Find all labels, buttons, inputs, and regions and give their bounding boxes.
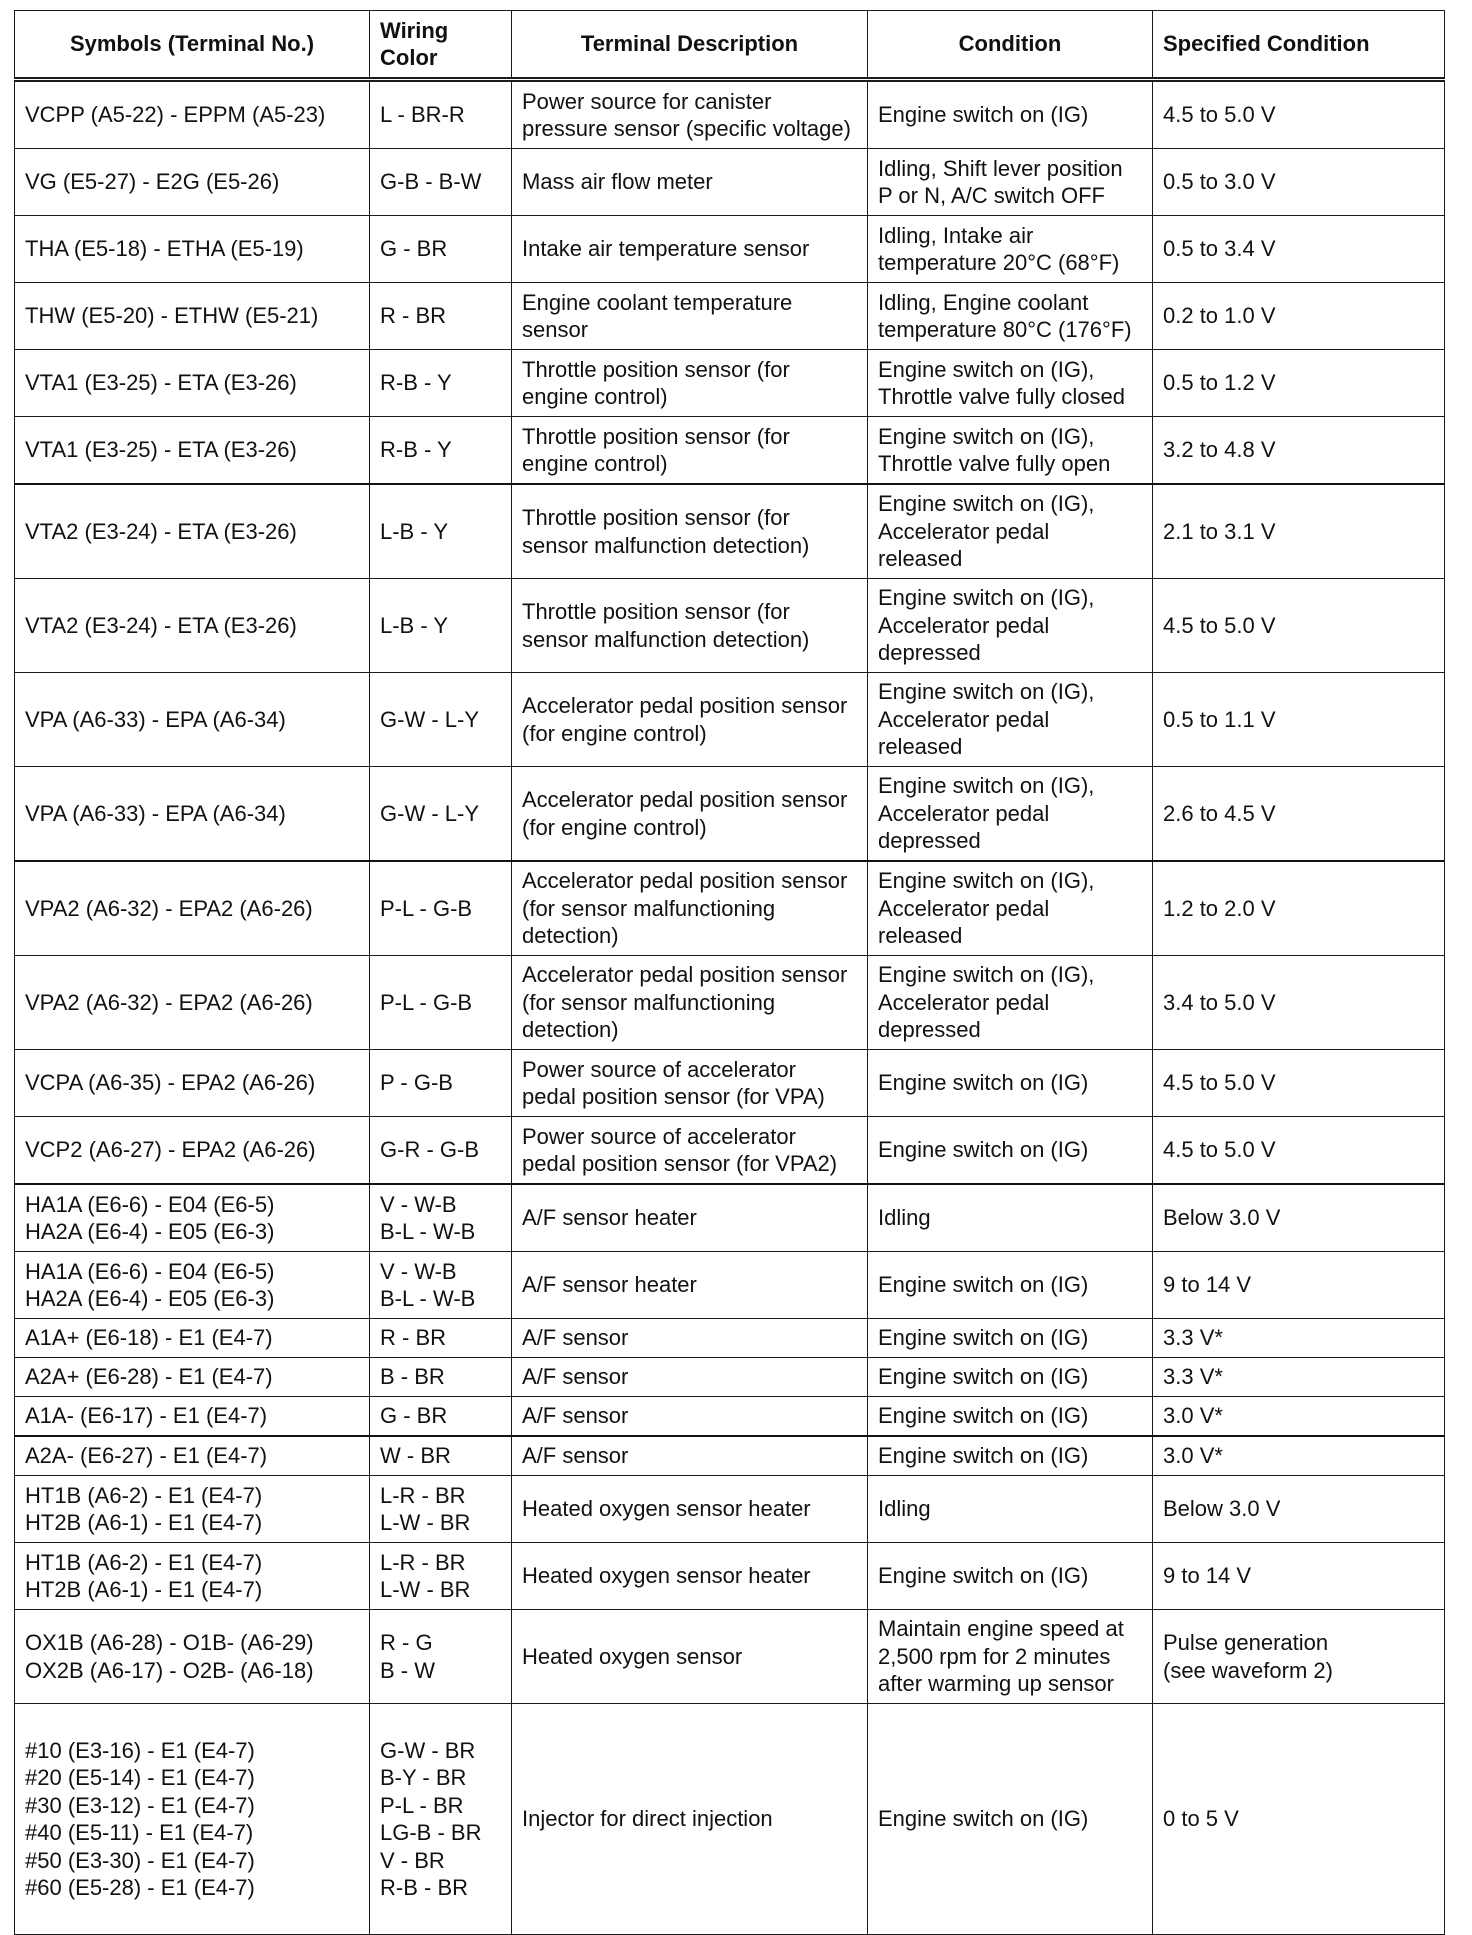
cell-terminal-description: Accelerator pedal position sensor (for engine control) <box>512 673 868 767</box>
header-symbols: Symbols (Terminal No.) <box>15 11 370 80</box>
table-row <box>15 417 1445 485</box>
cell-symbols: VPA (A6-33) - EPA (A6-34) <box>15 767 370 862</box>
cell-condition: Engine switch on (IG) <box>868 1050 1153 1117</box>
cell-wiring-color: L-R - BR L-W - BR <box>370 1543 512 1610</box>
cell-condition: Engine switch on (IG), Accelerator pedal released <box>868 673 1153 767</box>
cell-condition: Idling, Engine coolant temperature 80°C (176°F) <box>868 283 1153 350</box>
cell-specified-condition: Pulse generation (see waveform 2) <box>1153 1610 1445 1704</box>
cell-condition: Idling <box>868 1476 1153 1543</box>
cell-specified-condition: 2.6 to 4.5 V <box>1153 767 1445 862</box>
cell-wiring-color: R-B - Y <box>370 350 512 417</box>
cell-specified-condition: 0.5 to 1.1 V <box>1153 673 1445 767</box>
cell-specified-condition: 3.4 to 5.0 V <box>1153 956 1445 1050</box>
cell-specified-condition: 4.5 to 5.0 V <box>1153 80 1445 149</box>
table-row <box>15 149 1445 216</box>
table-row <box>15 956 1445 1050</box>
cell-terminal-description: Power source of accelerator pedal position sensor (for VPA2) <box>512 1117 868 1185</box>
cell-specified-condition: 3.2 to 4.8 V <box>1153 417 1445 485</box>
cell-symbols: VCP2 (A6-27) - EPA2 (A6-26) <box>15 1117 370 1185</box>
cell-terminal-description: A/F sensor <box>512 1358 868 1397</box>
cell-symbols: A2A- (E6-27) - E1 (E4-7) <box>15 1436 370 1476</box>
cell-symbols: THA (E5-18) - ETHA (E5-19) <box>15 216 370 283</box>
cell-symbols: #10 (E3-16) - E1 (E4-7) #20 (E5-14) - E1 (E4-7) #30 (E3-12) - E1 (E4-7) #40 (E5-11) - E1 (E4-7) #50 (E3-30) - E1 (E4-7) #60 (E5-28) - E1 (E4-7) <box>15 1704 370 1935</box>
cell-specified-condition: 0.5 to 3.4 V <box>1153 216 1445 283</box>
cell-condition: Engine switch on (IG) <box>868 1397 1153 1437</box>
cell-condition: Engine switch on (IG), Accelerator pedal depressed <box>868 767 1153 862</box>
cell-symbols: VCPP (A5-22) - EPPM (A5-23) <box>15 80 370 149</box>
table-row <box>15 1704 1445 1935</box>
cell-specified-condition: 4.5 to 5.0 V <box>1153 1050 1445 1117</box>
cell-symbols: VTA1 (E3-25) - ETA (E3-26) <box>15 350 370 417</box>
table-row <box>15 1436 1445 1476</box>
cell-specified-condition: 2.1 to 3.1 V <box>1153 484 1445 579</box>
cell-terminal-description: Accelerator pedal position sensor (for sensor malfunctioning detection) <box>512 956 868 1050</box>
cell-terminal-description: A/F sensor heater <box>512 1184 868 1252</box>
cell-terminal-description: Injector for direct injection <box>512 1704 868 1935</box>
cell-wiring-color: W - BR <box>370 1436 512 1476</box>
cell-specified-condition: 3.3 V* <box>1153 1319 1445 1358</box>
cell-terminal-description: A/F sensor <box>512 1436 868 1476</box>
table-row <box>15 216 1445 283</box>
table-row <box>15 1184 1445 1252</box>
cell-condition: Engine switch on (IG) <box>868 1117 1153 1185</box>
cell-symbols: VPA (A6-33) - EPA (A6-34) <box>15 673 370 767</box>
cell-symbols: VTA2 (E3-24) - ETA (E3-26) <box>15 484 370 579</box>
header-row <box>15 11 1445 80</box>
cell-terminal-description: Throttle position sensor (for sensor malfunction detection) <box>512 484 868 579</box>
cell-condition: Engine switch on (IG) <box>868 1252 1153 1319</box>
cell-symbols: VPA2 (A6-32) - EPA2 (A6-26) <box>15 861 370 956</box>
header-condition: Condition <box>868 11 1153 80</box>
cell-condition: Engine switch on (IG) <box>868 80 1153 149</box>
cell-symbols: A1A+ (E6-18) - E1 (E4-7) <box>15 1319 370 1358</box>
cell-condition: Engine switch on (IG) <box>868 1319 1153 1358</box>
cell-condition: Engine switch on (IG), Accelerator pedal depressed <box>868 579 1153 673</box>
cell-terminal-description: Accelerator pedal position sensor (for engine control) <box>512 767 868 862</box>
header-specified-condition: Specified Condition <box>1153 11 1445 80</box>
cell-terminal-description: Mass air flow meter <box>512 149 868 216</box>
cell-wiring-color: G-B - B-W <box>370 149 512 216</box>
cell-symbols: VCPA (A6-35) - EPA2 (A6-26) <box>15 1050 370 1117</box>
table-row <box>15 1319 1445 1358</box>
cell-wiring-color: R-B - Y <box>370 417 512 485</box>
cell-condition: Idling, Intake air temperature 20°C (68°F) <box>868 216 1153 283</box>
cell-specified-condition: 0.5 to 1.2 V <box>1153 350 1445 417</box>
cell-symbols: THW (E5-20) - ETHW (E5-21) <box>15 283 370 350</box>
header-terminal-description: Terminal Description <box>512 11 868 80</box>
cell-wiring-color: R - G B - W <box>370 1610 512 1704</box>
table-row <box>15 1117 1445 1185</box>
cell-condition: Engine switch on (IG) <box>868 1704 1153 1935</box>
cell-specified-condition: 3.0 V* <box>1153 1436 1445 1476</box>
cell-specified-condition: 0.5 to 3.0 V <box>1153 149 1445 216</box>
cell-symbols: HT1B (A6-2) - E1 (E4-7) HT2B (A6-1) - E1 (E4-7) <box>15 1476 370 1543</box>
cell-wiring-color: G - BR <box>370 1397 512 1437</box>
cell-specified-condition: 3.3 V* <box>1153 1358 1445 1397</box>
cell-terminal-description: Throttle position sensor (for sensor malfunction detection) <box>512 579 868 673</box>
table-row <box>15 579 1445 673</box>
cell-wiring-color: L-R - BR L-W - BR <box>370 1476 512 1543</box>
table-row <box>15 80 1445 149</box>
cell-wiring-color: P - G-B <box>370 1050 512 1117</box>
table-row <box>15 1610 1445 1704</box>
cell-terminal-description: Heated oxygen sensor heater <box>512 1476 868 1543</box>
cell-wiring-color: L - BR-R <box>370 80 512 149</box>
table-row <box>15 484 1445 579</box>
cell-wiring-color: R - BR <box>370 283 512 350</box>
cell-symbols: A1A- (E6-17) - E1 (E4-7) <box>15 1397 370 1437</box>
cell-wiring-color: P-L - G-B <box>370 956 512 1050</box>
cell-specified-condition: 4.5 to 5.0 V <box>1153 1117 1445 1185</box>
cell-terminal-description: Throttle position sensor (for engine control) <box>512 350 868 417</box>
cell-terminal-description: Heated oxygen sensor <box>512 1610 868 1704</box>
table-row <box>15 283 1445 350</box>
cell-symbols: VPA2 (A6-32) - EPA2 (A6-26) <box>15 956 370 1050</box>
cell-terminal-description: A/F sensor <box>512 1319 868 1358</box>
cell-specified-condition: 9 to 14 V <box>1153 1252 1445 1319</box>
cell-specified-condition: Below 3.0 V <box>1153 1184 1445 1252</box>
cell-symbols: HA1A (E6-6) - E04 (E6-5) HA2A (E6-4) - E05 (E6-3) <box>15 1252 370 1319</box>
cell-symbols: HA1A (E6-6) - E04 (E6-5) HA2A (E6-4) - E05 (E6-3) <box>15 1184 370 1252</box>
cell-terminal-description: A/F sensor heater <box>512 1252 868 1319</box>
cell-condition: Engine switch on (IG), Throttle valve fully closed <box>868 350 1153 417</box>
cell-terminal-description: A/F sensor <box>512 1397 868 1437</box>
cell-wiring-color: V - W-B B-L - W-B <box>370 1184 512 1252</box>
table-row <box>15 350 1445 417</box>
table-row <box>15 1476 1445 1543</box>
cell-wiring-color: P-L - G-B <box>370 861 512 956</box>
table-row <box>15 1543 1445 1610</box>
cell-terminal-description: Power source for canister pressure sensor (specific voltage) <box>512 80 868 149</box>
cell-specified-condition: 4.5 to 5.0 V <box>1153 579 1445 673</box>
cell-condition: Maintain engine speed at 2,500 rpm for 2 minutes after warming up sensor <box>868 1610 1153 1704</box>
cell-wiring-color: R - BR <box>370 1319 512 1358</box>
header-wiring-color: Wiring Color <box>370 11 512 80</box>
cell-wiring-color: G-R - G-B <box>370 1117 512 1185</box>
cell-symbols: HT1B (A6-2) - E1 (E4-7) HT2B (A6-1) - E1 (E4-7) <box>15 1543 370 1610</box>
cell-wiring-color: V - W-B B-L - W-B <box>370 1252 512 1319</box>
cell-symbols: A2A+ (E6-28) - E1 (E4-7) <box>15 1358 370 1397</box>
cell-specified-condition: 3.0 V* <box>1153 1397 1445 1437</box>
cell-wiring-color: L-B - Y <box>370 484 512 579</box>
cell-wiring-color: G-W - L-Y <box>370 673 512 767</box>
cell-symbols: VTA1 (E3-25) - ETA (E3-26) <box>15 417 370 485</box>
table-row <box>15 1397 1445 1437</box>
table-row <box>15 673 1445 767</box>
cell-wiring-color: L-B - Y <box>370 579 512 673</box>
cell-specified-condition: 0.2 to 1.0 V <box>1153 283 1445 350</box>
cell-terminal-description: Throttle position sensor (for engine control) <box>512 417 868 485</box>
cell-condition: Engine switch on (IG) <box>868 1543 1153 1610</box>
table-row <box>15 1252 1445 1319</box>
cell-condition: Engine switch on (IG), Accelerator pedal released <box>868 484 1153 579</box>
cell-condition: Engine switch on (IG), Accelerator pedal released <box>868 861 1153 956</box>
cell-condition: Engine switch on (IG) <box>868 1436 1153 1476</box>
cell-condition: Idling, Shift lever position P or N, A/C switch OFF <box>868 149 1153 216</box>
cell-condition: Engine switch on (IG), Accelerator pedal depressed <box>868 956 1153 1050</box>
table-row <box>15 1050 1445 1117</box>
cell-symbols: OX1B (A6-28) - O1B- (A6-29) OX2B (A6-17) - O2B- (A6-18) <box>15 1610 370 1704</box>
terminal-spec-table <box>14 10 1445 1935</box>
cell-specified-condition: 9 to 14 V <box>1153 1543 1445 1610</box>
cell-wiring-color: G-W - BR B-Y - BR P-L - BR LG-B - BR V - BR R-B - BR <box>370 1704 512 1935</box>
table-row <box>15 1358 1445 1397</box>
table-row <box>15 767 1445 862</box>
cell-terminal-description: Engine coolant temperature sensor <box>512 283 868 350</box>
cell-condition: Engine switch on (IG), Throttle valve fully open <box>868 417 1153 485</box>
cell-wiring-color: G-W - L-Y <box>370 767 512 862</box>
cell-condition: Idling <box>868 1184 1153 1252</box>
cell-wiring-color: B - BR <box>370 1358 512 1397</box>
cell-specified-condition: 0 to 5 V <box>1153 1704 1445 1935</box>
cell-symbols: VG (E5-27) - E2G (E5-26) <box>15 149 370 216</box>
cell-terminal-description: Accelerator pedal position sensor (for sensor malfunctioning detection) <box>512 861 868 956</box>
table-row <box>15 861 1445 956</box>
cell-specified-condition: Below 3.0 V <box>1153 1476 1445 1543</box>
cell-terminal-description: Power source of accelerator pedal position sensor (for VPA) <box>512 1050 868 1117</box>
cell-symbols: VTA2 (E3-24) - ETA (E3-26) <box>15 579 370 673</box>
cell-specified-condition: 1.2 to 2.0 V <box>1153 861 1445 956</box>
cell-condition: Engine switch on (IG) <box>868 1358 1153 1397</box>
cell-terminal-description: Heated oxygen sensor heater <box>512 1543 868 1610</box>
cell-terminal-description: Intake air temperature sensor <box>512 216 868 283</box>
cell-wiring-color: G - BR <box>370 216 512 283</box>
